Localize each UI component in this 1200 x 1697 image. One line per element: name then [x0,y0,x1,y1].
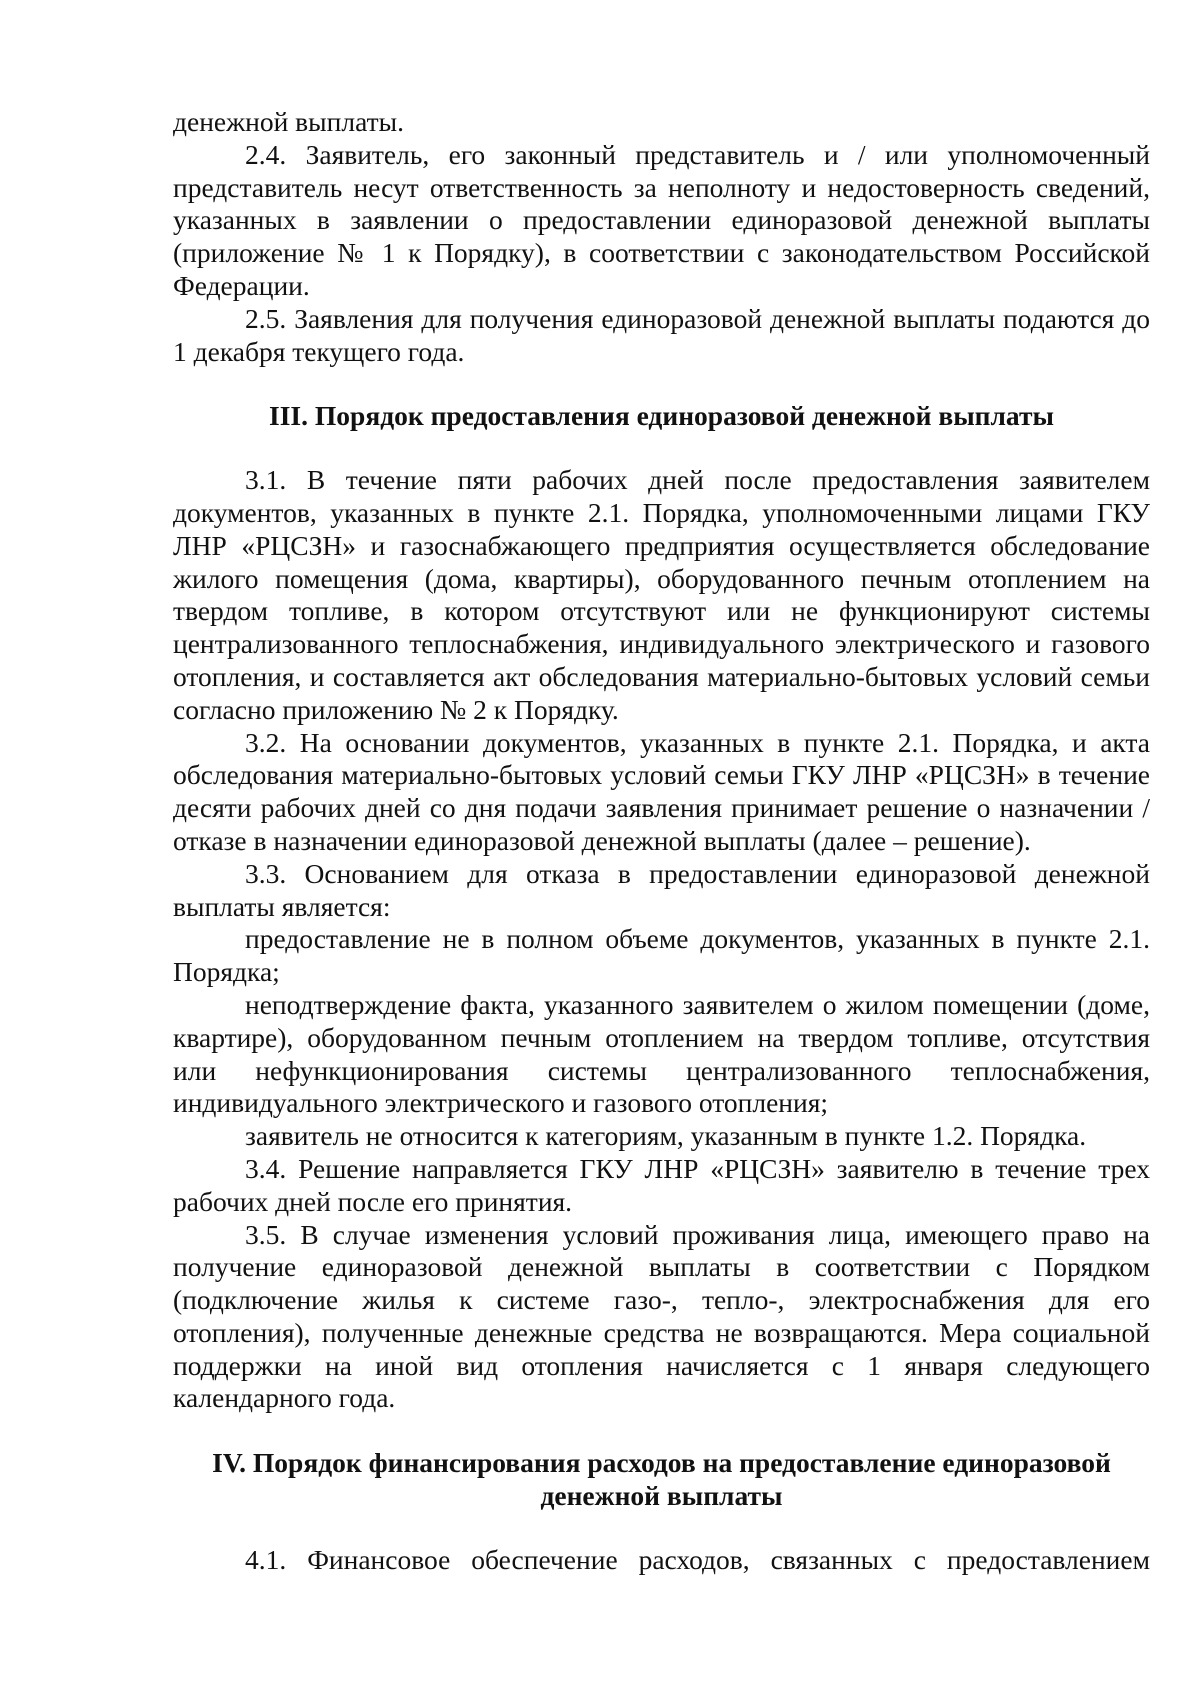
paragraph-4-1: 4.1. Финансовое обеспечение расходов, связанных с предоставлением [245,1543,1150,1575]
paragraph-3-3: 3.3. Основанием для отказа в предоставлении единоразовой денежной выплаты является: [173,857,1150,922]
paragraph-3-2: 3.2. На основании документов, указанных в пункте 2.1. Порядка, и акта обследования материально-бытовых условий семьи ГКУ ЛНР «РЦСЗН» в течение десяти рабочих дней со дня подачи заявления принимает решение о назначении / отказе в назначении единоразовой денежной выплаты (далее – решение). [173,726,1150,856]
paragraph-continuation: денежной выплаты. [173,106,404,137]
section-heading-3: III. Порядок предоставления единоразовой денежной выплаты [269,400,1054,432]
section-spacer [173,1415,1150,1447]
paragraph-3-5: 3.5. В случае изменения условий проживания лица, имеющего право на получение единоразовой денежной выплаты в соответствии с Порядком (подключение жилья к системе газо-, тепло-, электроснабжения для его отопления), полученные денежные средства не возвращаются. Мера социальной поддержки на иной вид отопления начисляется с 1 января следующего календарного года. [173,1218,1150,1414]
section-spacer [173,433,1150,464]
paragraph-3-4: 3.4. Решение направляется ГКУ ЛНР «РЦСЗН» заявителю в течение трех рабочих дней после его принятия. [173,1152,1150,1217]
paragraph-2-5: 2.5. Заявления для получения единоразовой денежной выплаты подаются до 1 декабря текущего года. [173,302,1150,367]
section-spacer [173,368,1150,400]
paragraph-3-3-item-a: предоставление не в полном объеме документов, указанных в пункте 2.1. Порядка; [173,923,1150,988]
paragraph-3-3-item-b: неподтверждение факта, указанного заявителем о жилом помещении (доме, квартире), оборудованном печным отоплением на твердом топливе, отсутствия или нефункционирования системы централизованного теплоснабжения, индивидуального электрического и газового отопления; [173,988,1150,1119]
section-spacer [173,1513,1150,1544]
paragraph-2-4: 2.4. Заявитель, его законный представитель и / или уполномоченный представитель несут ответственность за неполноту и недостоверность сведений, указанных в заявлении о предоставлении единоразовой денежной выплаты (приложение № 1 к Порядку), в соответствии с законодательством Российской Федерации. [173,138,1150,301]
document-page [173,106,1150,1577]
section-heading-4: IV. Порядок финансирования расходов на предоставление единоразовой денежной выплаты [212,1447,1111,1512]
paragraph-3-3-item-c: заявитель не относится к категориям, указанным в пункте 1.2. Порядка. [245,1120,1087,1152]
paragraph-3-1: 3.1. В течение пяти рабочих дней после предоставления заявителем документов, указанных в пункте 2.1. Порядка, уполномоченными лицами ГКУ ЛНР «РЦСЗН» и газоснабжающего предприятия осуществляется обследование жилого помещения (дома, квартиры), оборудованного печным отоплением на твердом топливе, в котором отсутствуют или не функционируют системы централизованного теплоснабжения, индивидуального электрического и газового отопления, и составляется акт обследования материально-бытовых условий семьи согласно приложению № 2 к Порядку. [173,464,1150,725]
